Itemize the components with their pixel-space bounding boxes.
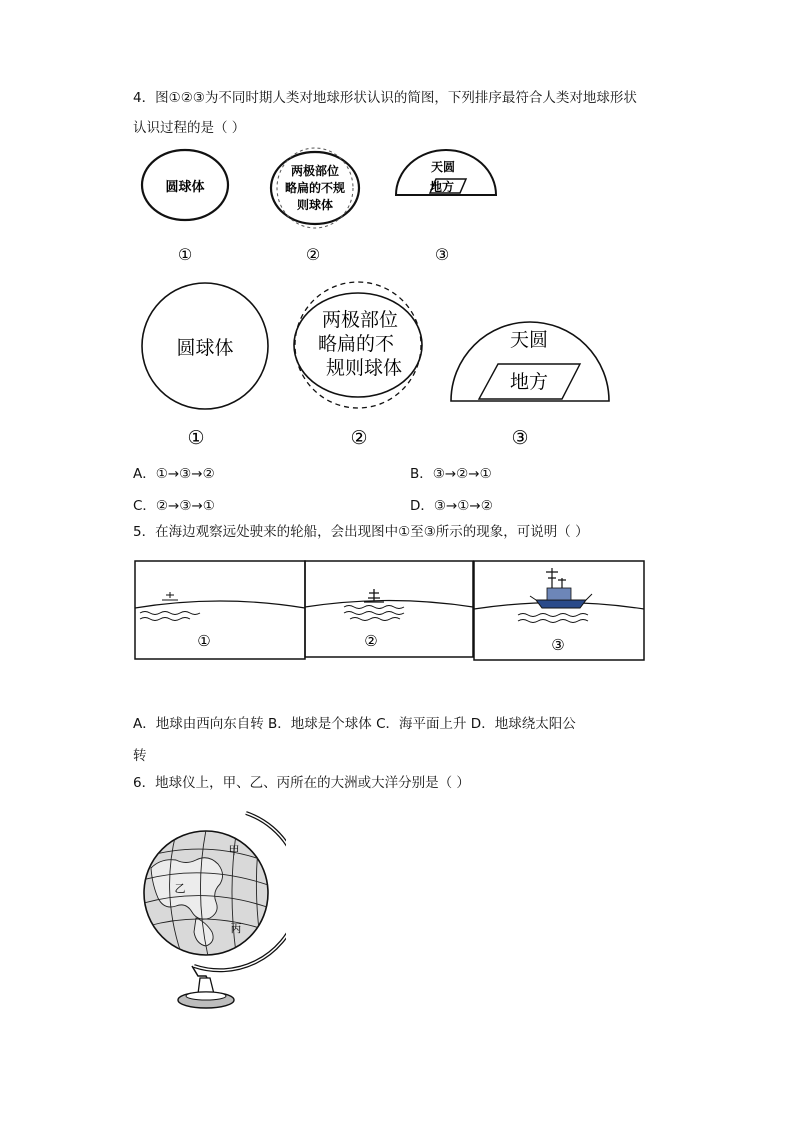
small-fig2 (271, 148, 359, 228)
large-fig2 (294, 282, 422, 408)
large-fig3 (451, 322, 609, 401)
q4-stem-line1: 4．图①②③为不同时期人类对地球形状认识的简图，下列排序最符合人类对地球形状 (133, 90, 637, 106)
small-label-2: ② (305, 245, 321, 264)
ship-label-1: ① (197, 632, 211, 650)
small-fig2-line1: 两极部位 (290, 164, 340, 178)
ship-icon (530, 568, 592, 608)
small-fig3 (396, 150, 496, 195)
ship-panel-1 (135, 561, 305, 659)
small-label-3: ③ (434, 245, 450, 264)
q4-option-a: A．①→③→② (133, 466, 215, 482)
large-label-2: ② (350, 427, 368, 449)
small-fig1 (142, 150, 228, 220)
q6-stem: 6．地球仪上，甲、乙、丙所在的大洲或大洋分别是（ ） (133, 775, 470, 791)
q6-globe-figure (136, 808, 286, 1018)
small-fig2-line2: 略扁的不规 (284, 181, 346, 195)
large-fig2-line1: 两极部位 (321, 309, 399, 331)
globe-label-bing: 丙 (230, 922, 242, 935)
large-fig3-bottom: 地方 (509, 371, 549, 393)
large-fig1-text: 圆球体 (176, 337, 234, 359)
q5-ship-figure (132, 558, 648, 664)
large-label-3: ③ (511, 427, 529, 449)
large-fig3-top: 天圆 (509, 329, 549, 351)
q4-large-figures (130, 280, 630, 455)
ship-panel-2 (305, 561, 473, 657)
q4-small-figures (130, 145, 530, 270)
small-fig3-top: 天圆 (430, 160, 456, 174)
q5-stem: 5．在海边观察远处驶来的轮船，会出现图中①至③所示的现象，可说明（ ） (133, 524, 589, 540)
q5-options-line2: 转 (133, 748, 147, 764)
large-label-1: ① (187, 427, 205, 449)
large-fig1 (142, 283, 268, 409)
ship-label-2: ② (364, 632, 378, 650)
q4-stem-line2: 认识过程的是（ ） (133, 120, 246, 136)
small-fig1-text: 圆球体 (165, 180, 205, 195)
small-label-1: ① (177, 245, 193, 264)
q4-option-c: C．②→③→① (133, 498, 215, 514)
q4-option-d: D．③→①→② (410, 498, 493, 514)
large-fig2-line2: 略扁的不 (317, 333, 395, 355)
q5-options-line1: A．地球由西向东自转 B．地球是个球体 C．海平面上升 D．地球绕太阳公 (133, 716, 576, 732)
globe-label-yi: 乙 (174, 882, 186, 895)
globe-label-jia: 甲 (228, 844, 240, 857)
q4-option-b: B．③→②→① (410, 466, 492, 482)
large-fig2-line3: 规则球体 (325, 357, 403, 379)
small-fig3-bottom: 地方 (429, 180, 455, 194)
small-fig2-line3: 则球体 (296, 198, 334, 212)
ship-label-3: ③ (551, 636, 565, 654)
